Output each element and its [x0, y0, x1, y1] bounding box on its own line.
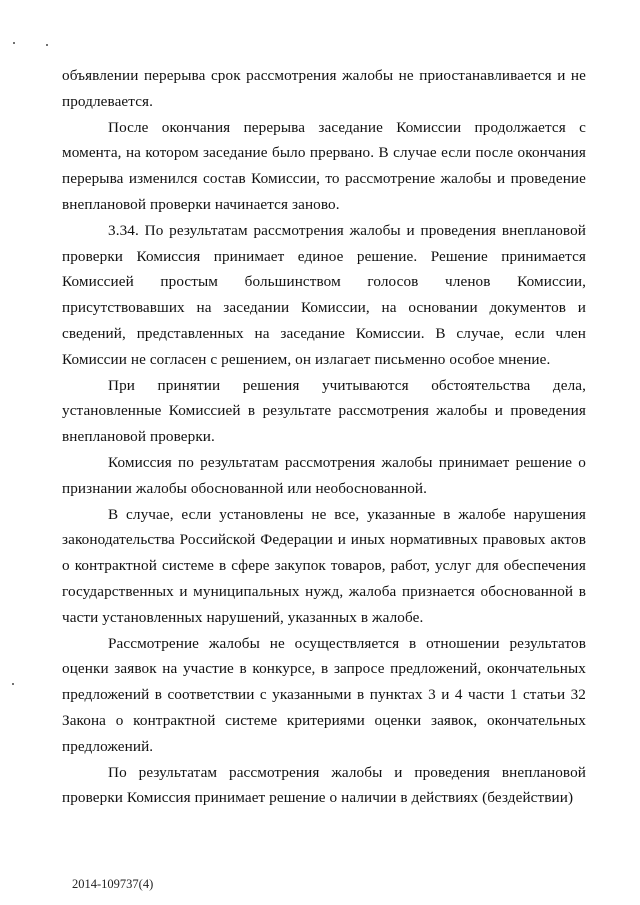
document-body [62, 63, 586, 811]
document-footer-code: 2014-109737(4) [72, 877, 154, 891]
scan-speck [13, 42, 15, 44]
paragraph: При принятии решения учитываются обстоятельства дела, установленные Комиссией в результате рассмотрения жалобы и проведения внеплановой проверки. [62, 376, 586, 446]
scan-speck [46, 44, 48, 46]
paragraph: После окончания перерыва заседание Комиссии продолжается с момента, на котором заседание было прервано. В случае если после окончания перерыва изменился состав Комиссии, то рассмотрение жалобы и проведение внеплановой проверки начинается заново. [62, 118, 586, 213]
paragraph: 3.34. По результатам рассмотрения жалобы и проведения внеплановой проверки Комиссия принимает единое решение. Решение принимается Комиссией простым большинством голосов членов Комиссии, присутствовавших на заседании Комиссии, на основании документов и сведений, представленных на заседание Комиссии. В случае, если член Комиссии не согласен с решением, он излагает письменно особое мнение. [62, 221, 586, 368]
scan-speck [12, 683, 14, 685]
paragraph: объявлении перерыва срок рассмотрения жалобы не приостанавливается и не продлевается. [62, 67, 586, 110]
paragraph: В случае, если установлены не все, указанные в жалобе нарушения законодательства Российской Федерации и иных нормативных правовых актов о контрактной системе в сфере закупок товаров, работ, услуг для обеспечения государственных и муниципальных нужд, жалоба признается обоснованной в части установленных нарушений, указанных в жалобе. [62, 505, 586, 626]
paragraph: По результатам рассмотрения жалобы и проведения внеплановой проверки Комиссия принимает решение о наличии в действиях (бездействии) [62, 763, 586, 807]
paragraph: Комиссия по результатам рассмотрения жалобы принимает решение о признании жалобы обоснованной или необоснованной. [62, 453, 586, 497]
paragraph: Рассмотрение жалобы не осуществляется в отношении результатов оценки заявок на участие в конкурсе, в запросе предложений, окончательных предложений в соответствии с указанными в пунктах 3 и 4 части 1 статьи 32 Закона о контрактной системе критериями оценки заявок, окончательных предложений. [62, 634, 586, 755]
